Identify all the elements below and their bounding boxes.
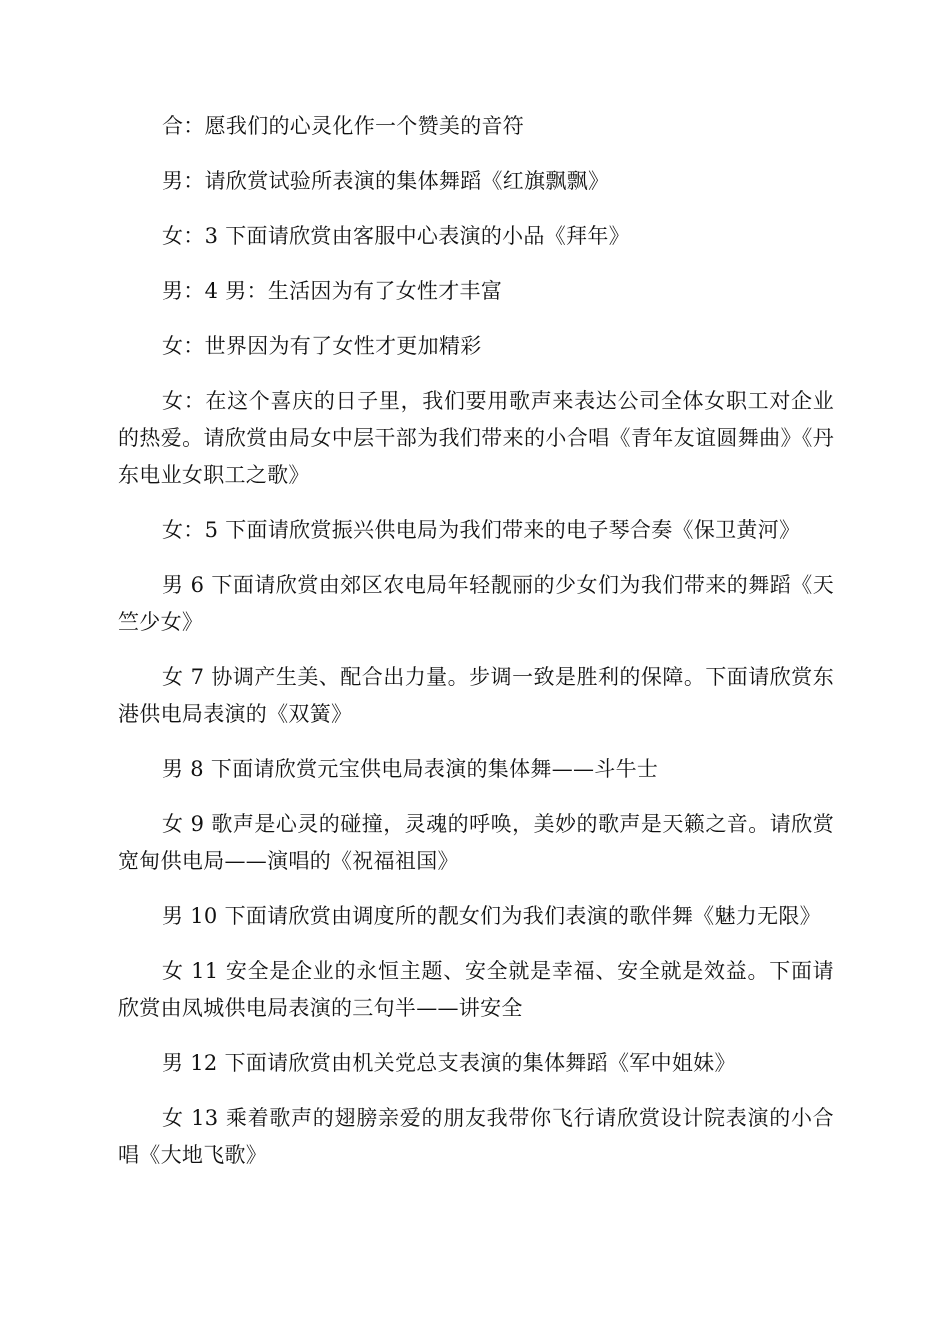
paragraph: 女：3 下面请欣赏由客服中心表演的小品《拜年》 — [162, 224, 630, 248]
paragraph: 男：4 男：生活因为有了女性才丰富 — [162, 279, 503, 303]
paragraph: 男 10 下面请欣赏由调度所的靓女们为我们表演的歌伴舞《魅力无限》 — [162, 904, 821, 928]
paragraph: 女 11 安全是企业的永恒主题、安全就是幸福、安全就是效益。下面请欣赏由凤城供电局表演的三句半——讲安全 — [118, 959, 834, 1020]
paragraph: 女：在这个喜庆的日子里，我们要用歌声来表达公司全体女职工对企业的热爱。请欣赏由局女中层干部为我们带来的小合唱《青年友谊圆舞曲》《丹东电业女职工之歌》 — [118, 389, 834, 487]
paragraph: 女 9 歌声是心灵的碰撞，灵魂的呼唤，美妙的歌声是天籁之音。请欣赏宽甸供电局——演唱的《祝福祖国》 — [118, 812, 834, 873]
paragraph: 男 12 下面请欣赏由机关党总支表演的集体舞蹈《军中姐妹》 — [162, 1051, 736, 1075]
paragraph: 女：世界因为有了女性才更加精彩 — [162, 334, 482, 358]
paragraph: 女 13 乘着歌声的翅膀亲爱的朋友我带你飞行请欣赏设计院表演的小合唱《大地飞歌》 — [118, 1106, 834, 1167]
paragraph: 女 7 协调产生美、配合出力量。步调一致是胜利的保障。下面请欣赏东港供电局表演的《双簧》 — [118, 665, 834, 726]
paragraph: 合：愿我们的心灵化作一个赞美的音符 — [162, 114, 525, 138]
paragraph: 男 6 下面请欣赏由郊区农电局年轻靓丽的少女们为我们带来的舞蹈《天竺少女》 — [118, 573, 834, 634]
paragraph: 男：请欣赏试验所表演的集体舞蹈《红旗飘飘》 — [162, 169, 610, 193]
paragraph: 女：5 下面请欣赏振兴供电局为我们带来的电子琴合奏《保卫黄河》 — [162, 518, 801, 542]
paragraph: 男 8 下面请欣赏元宝供电局表演的集体舞——斗牛士 — [162, 757, 659, 781]
document-body — [118, 108, 834, 1192]
